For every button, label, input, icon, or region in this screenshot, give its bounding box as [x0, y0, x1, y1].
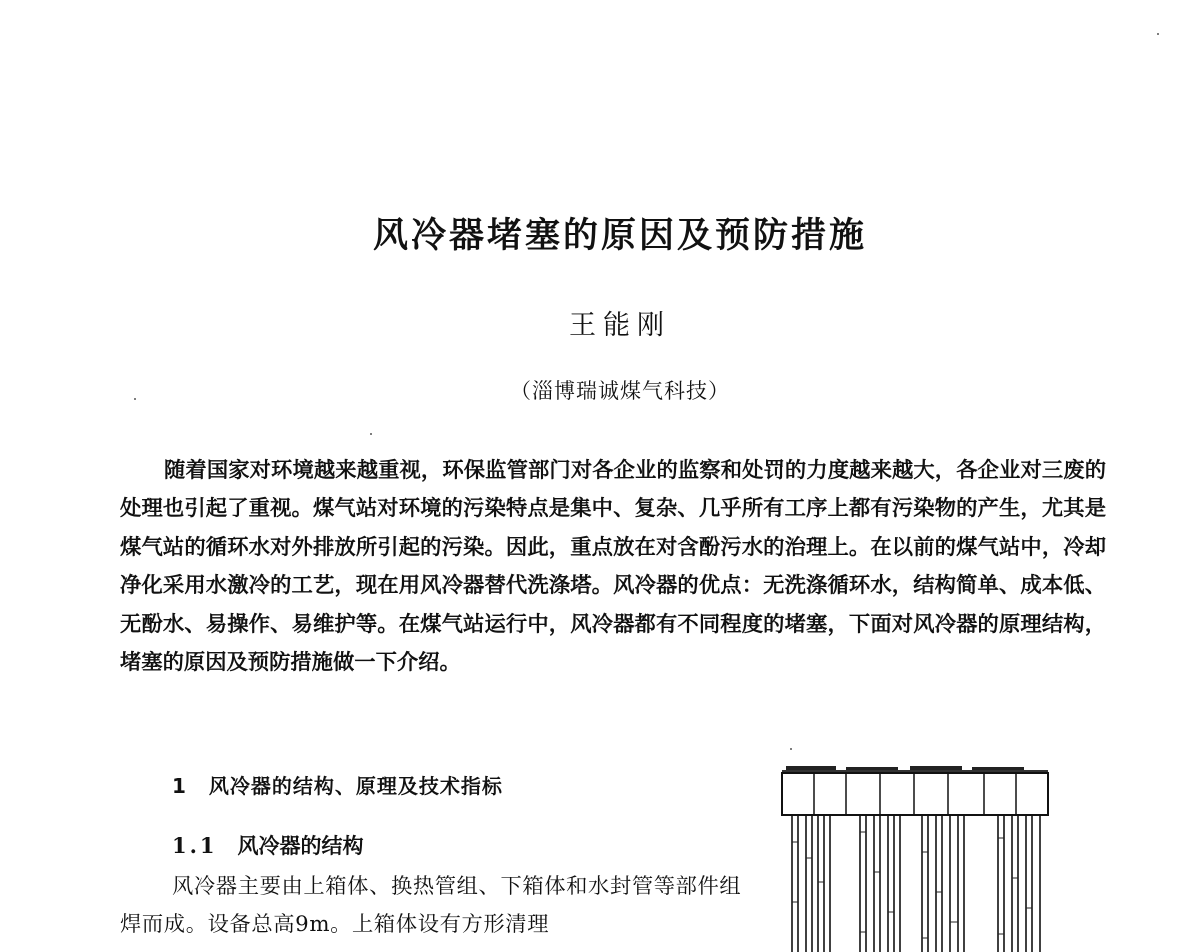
scan-speck [134, 398, 136, 400]
section-1-1-paragraph: 风冷器主要由上箱体、换热管组、下箱体和水封管等部件组焊而成。设备总高9m。上箱体设有方形清理 [120, 874, 742, 937]
section-1-title: 风冷器的结构、原理及技术指标 [208, 774, 503, 798]
air-cooler-figure [776, 762, 1058, 952]
section-1-1-number: 1.1 [172, 833, 218, 858]
tube-bundle [792, 815, 1040, 952]
tube-hatching [792, 832, 1032, 938]
section-1-1-title: 风冷器的结构 [237, 833, 364, 858]
scan-speck [790, 748, 792, 750]
section-1-heading [172, 770, 503, 799]
section-1-1-heading [172, 830, 364, 860]
intro-paragraph: 随着国家对环境越来越重视，环保监管部门对各企业的监察和处罚的力度越来越大，各企业对三废的处理也引起了重视。煤气站对环境的污染特点是集中、复杂、几乎所有工序上都有污染物的产生，尤其是煤气站的循环水对外排放所引起的污染。因此，重点放在对含酚污水的治理上。在以前的煤气站中，冷却净化采用水激冷的工艺，现在用风冷器替代洗涤塔。风冷器的优点：无洗涤循环水，结构简单、成本低、无酚水、易操作、易维护等。在煤气站运行中，风冷器都有不同程度的堵塞，下面对风冷器的原理结构，堵塞的原因及预防措施做一下介绍。 [120, 458, 1106, 676]
paper-title: 风冷器堵塞的原因及预防措施 [372, 216, 867, 256]
upper-box [782, 773, 1048, 815]
section-1-number: 1 [172, 774, 187, 798]
author-affiliation: （淄博瑞诚煤气科技） [510, 379, 730, 403]
scan-speck [1157, 33, 1159, 35]
author-name: 王能刚 [569, 310, 671, 341]
header-top-rails [782, 766, 1048, 773]
scan-speck [370, 433, 372, 435]
